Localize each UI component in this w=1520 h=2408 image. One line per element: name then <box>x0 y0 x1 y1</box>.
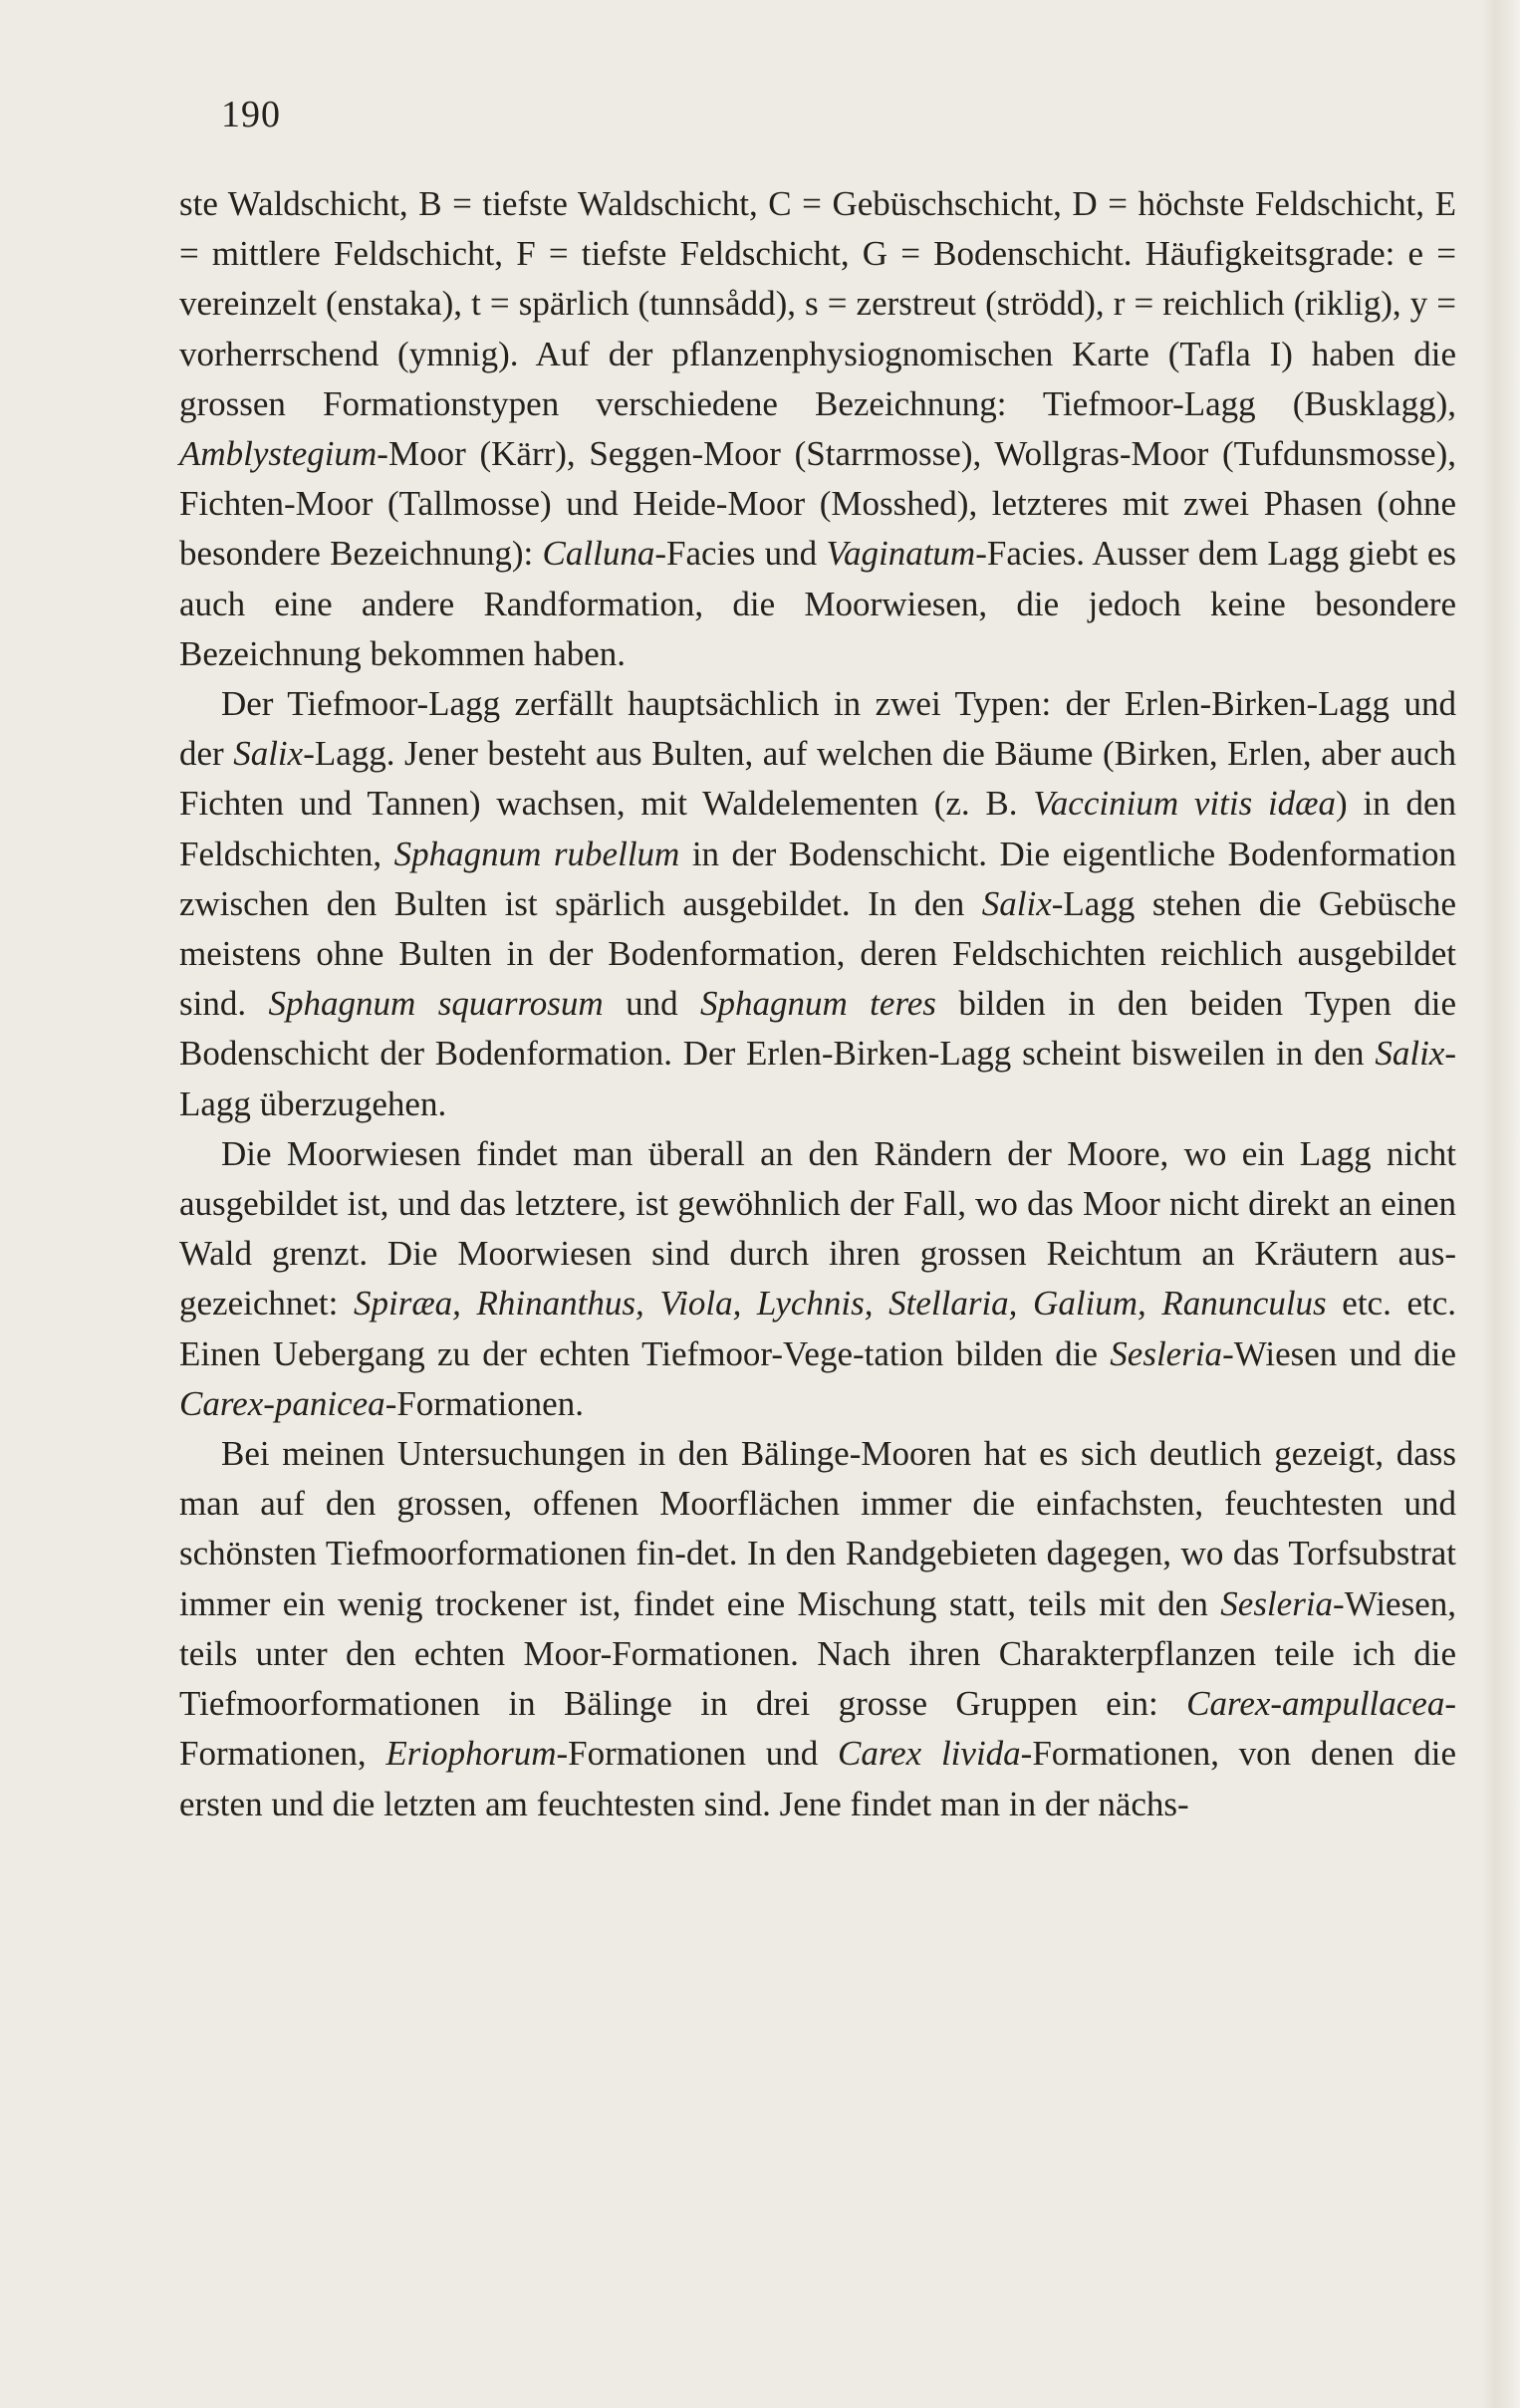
italic-term: Vaccinium vitis idæa <box>1033 784 1337 824</box>
text-run: Die Moorwiesen findet man überall an den Rändern der Moore, wo ein Lagg nicht ausgebildet ist, und das letztere, ist gewöhnlich der Fall, wo das Moor nicht direkt an einen Wald grenzt. Die Moorwiesen sind durch ihren grossen Reichtum an Kräutern aus-gezeichnet: <box>179 1133 1456 1324</box>
text-run: ste Waldschicht, B = tiefste Waldschicht, C = Gebüschschicht, D = höchste Feldschicht, E = mittlere Feldschicht, F = tiefste Feldschicht, G = Bodenschicht. Häufigkeitsgrade: e = vereinzelt (enstaka), t = spärlich (tunnsådd), s = zerstreut (strödd), r = reichlich (riklig), y = vorherrschend (ymnig). Auf der pflanzenphysiognomischen Karte (Tafla I) haben die grossen Formationstypen verschiedene Bezeichnung: Tiefmoor-Lagg (Busklagg), <box>179 184 1456 423</box>
text-run: -Formationen. <box>384 1383 584 1423</box>
italic-term: Spiræa, Rhinanthus, Viola, Lychnis, Stellaria, Galium, Ranunculus <box>353 1284 1327 1324</box>
page-number: 190 <box>221 94 281 135</box>
text-run: -Formationen, <box>179 1684 1456 1774</box>
italic-term: Salix <box>233 734 304 774</box>
paragraph <box>179 1429 1456 1829</box>
text-run: -Wiesen und die <box>1222 1333 1456 1373</box>
text-run: -Lagg. Jener besteht aus Bulten, auf welchen die Bäume (Birken, Erlen, aber auch Fichten und Tannen) wachsen, mit Waldelementen (z. B. <box>179 734 1456 824</box>
text-run: -Facies und <box>654 534 827 574</box>
text-run: -Lagg überzugehen. <box>179 1034 1456 1123</box>
text-run: -Wiesen, teils unter den echten Moor-Formationen. Nach ihren Charakterpflanzen teile ich die Tiefmoorformationen in Bälinge in drei grosse Gruppen ein: <box>179 1583 1456 1724</box>
text-run: -Formationen und <box>556 1734 838 1774</box>
text-run: in der Bodenschicht. Die eigentliche Bodenformation zwischen den Bulten ist spärlich ausgebildet. In den <box>179 834 1456 923</box>
italic-term: Amblystegium <box>179 434 378 474</box>
paragraph <box>179 179 1456 679</box>
text-run: Der Tiefmoor-Lagg zerfällt hauptsächlich in zwei Typen: der Erlen-Birken-Lagg und der <box>179 684 1456 774</box>
italic-term: Sphagnum squarrosum <box>268 984 604 1024</box>
text-run: etc. etc. Einen Uebergang zu der echten Tiefmoor-Vege-tation bilden die <box>179 1284 1456 1373</box>
text-run: -Formationen, von denen die ersten und die letzten am feuchtesten sind. Jene findet man in der nächs- <box>179 1734 1456 1823</box>
italic-term: Sesleria <box>1220 1583 1334 1623</box>
text-run: bilden in den beiden Typen die Bodenschicht der Bodenformation. Der Erlen-Birken-Lagg scheint bisweilen in den <box>179 984 1456 1074</box>
italic-term: Sesleria <box>1110 1333 1223 1373</box>
italic-term: Salix <box>1375 1034 1445 1074</box>
text-run: ) in den Feldschichten, <box>179 784 1456 873</box>
italic-term: Sphagnum teres <box>700 984 936 1024</box>
text-run: -Facies. Ausser dem Lagg giebt es auch eine andere Randformation, die Moorwiesen, die jedoch keine besondere Bezeichnung bekommen haben. <box>179 534 1457 673</box>
page-edge-shadow <box>1482 0 1520 2408</box>
text-run: -Moor (Kärr), Seggen-Moor (Starrmosse), Wollgras-Moor (Tufdunsmosse), Fichten-Moor (Tallmosse) und Heide-Moor (Mosshed), letzteres mit zwei Phasen (ohne besondere Bezeichnung): <box>179 434 1456 574</box>
italic-term: Carex-ampullacea <box>1186 1684 1445 1724</box>
text-run: Bei meinen Untersuchungen in den Bälinge-Mooren hat es sich deutlich gezeigt, dass man auf den grossen, offenen Moorflächen immer die einfachsten, feuchtesten und schönsten Tiefmoorformationen fin-det. In den Randgebieten dagegen, wo das Torfsubstrat immer ein wenig trockener ist, findet eine Mischung statt, teils mit den <box>179 1434 1456 1623</box>
italic-term: Sphagnum rubellum <box>393 834 680 873</box>
body-text <box>179 179 1456 1829</box>
italic-term: Salix <box>981 883 1052 923</box>
text-run: -Lagg stehen die Gebüsche meistens ohne Bulten in der Bodenformation, deren Feldschichten reichlich ausgebildet sind. <box>179 883 1456 1024</box>
paragraph <box>179 1129 1456 1429</box>
italic-term: Carex-panicea <box>179 1383 385 1423</box>
italic-term: Calluna <box>542 534 655 574</box>
italic-term: Carex livida <box>837 1734 1021 1774</box>
text-run: und <box>603 984 700 1024</box>
italic-term: Eriophorum <box>385 1734 557 1774</box>
paragraph <box>179 679 1456 1129</box>
italic-term: Vaginatum <box>826 534 976 574</box>
